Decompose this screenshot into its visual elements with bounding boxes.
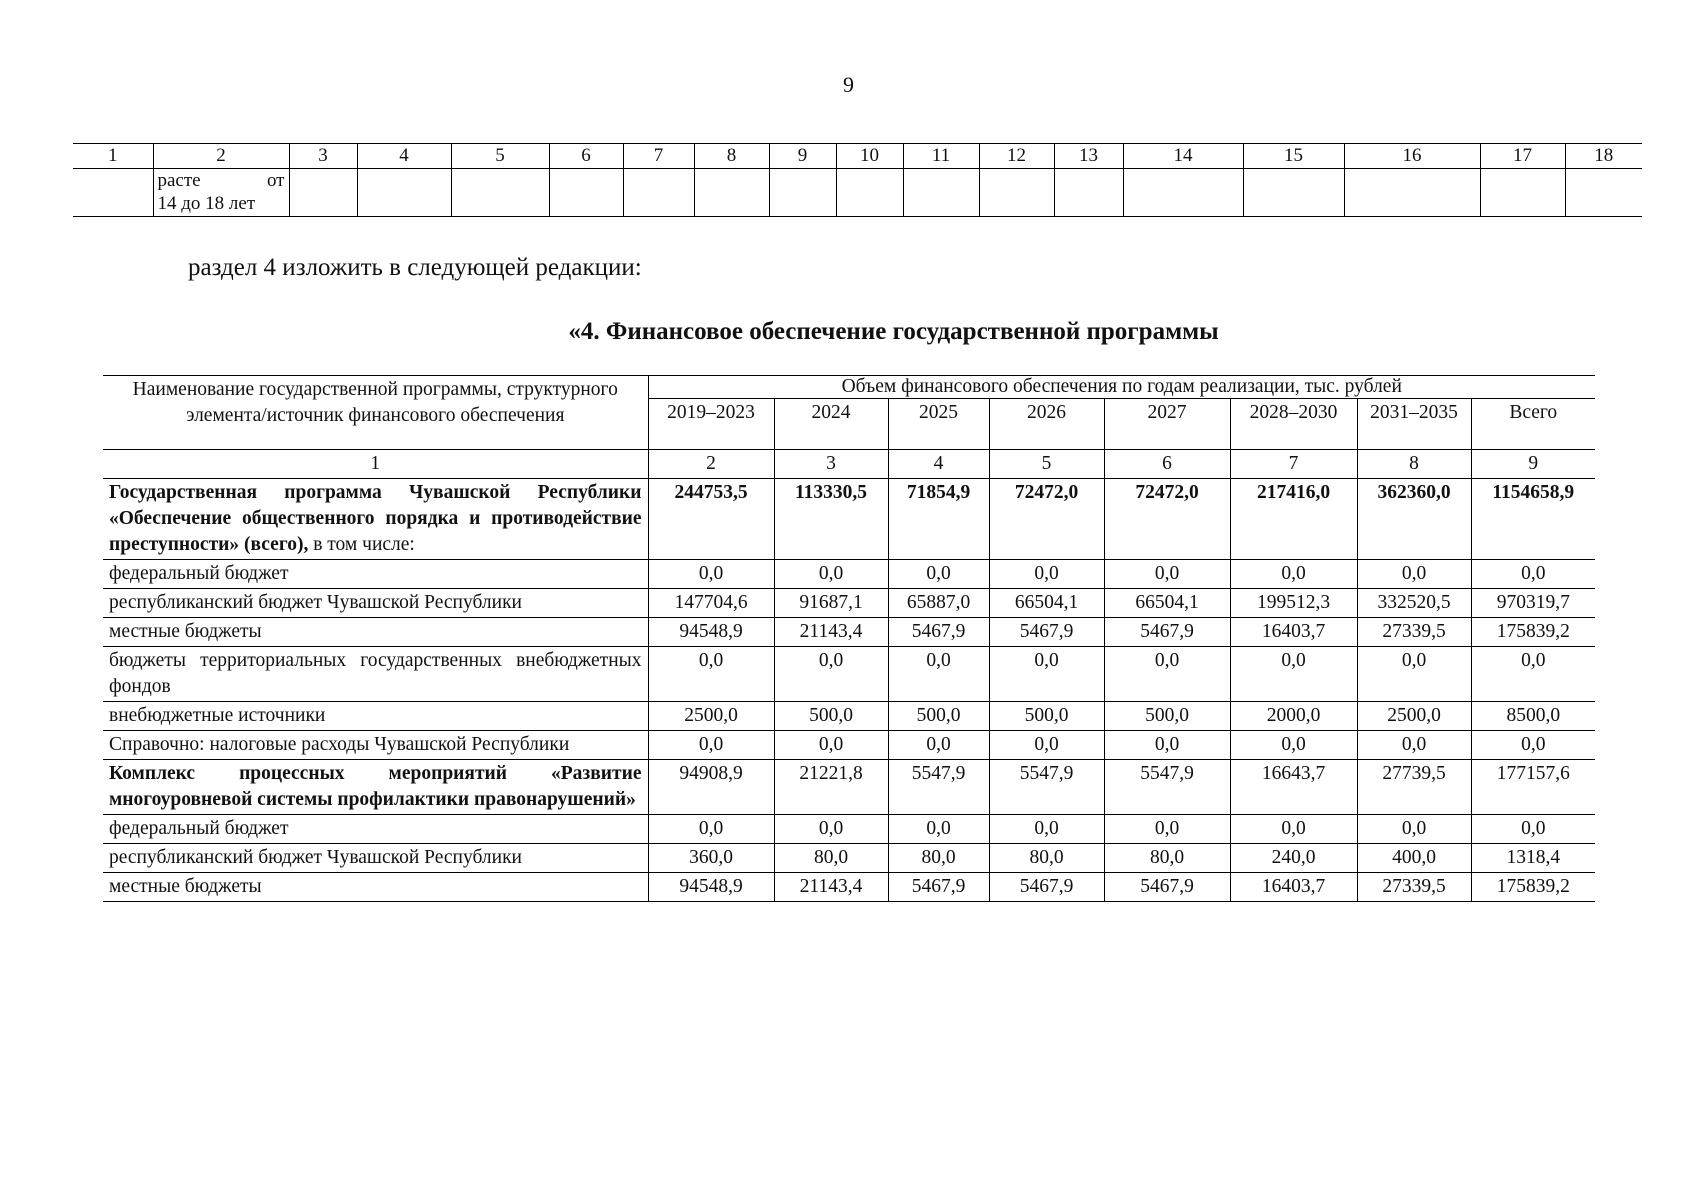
value-cell: 0,0: [1357, 815, 1471, 844]
value-cell: 80,0: [989, 844, 1104, 873]
fin-table-row: [103, 647, 1595, 702]
value-cell: 177157,6: [1471, 760, 1595, 815]
prev-col-header: 13: [1054, 144, 1123, 169]
value-cell: 0,0: [1471, 815, 1595, 844]
value-cell: 27339,5: [1357, 618, 1471, 647]
prev-col-header: 11: [903, 144, 979, 169]
prev-col-header: 10: [836, 144, 903, 169]
value-cell: 21221,8: [774, 760, 888, 815]
value-cell: 66504,1: [1104, 589, 1230, 618]
prev-col-header: 6: [549, 144, 623, 169]
row-name: федеральный бюджет: [103, 815, 648, 844]
value-cell: 217416,0: [1230, 479, 1357, 560]
col-number: 4: [888, 450, 989, 479]
value-cell: 0,0: [1230, 560, 1357, 589]
value-cell: 0,0: [1230, 647, 1357, 702]
year-header: 2025: [888, 399, 989, 450]
fin-table-row: [103, 760, 1595, 815]
value-cell: 0,0: [774, 560, 888, 589]
year-header: 2024: [774, 399, 888, 450]
section-title: «4. Финансовое обеспечение государственной программы: [568, 318, 1219, 345]
row-name: местные бюджеты: [103, 873, 648, 902]
year-header: 2019–2023: [648, 399, 774, 450]
row-name: [103, 479, 648, 560]
value-cell: 0,0: [989, 731, 1104, 760]
row-name: федеральный бюджет: [103, 560, 648, 589]
year-header: 2031–2035: [1357, 399, 1471, 450]
row-name: внебюджетные источники: [103, 702, 648, 731]
fin-table-row: [103, 844, 1595, 873]
value-cell: 5547,9: [1104, 760, 1230, 815]
value-cell: 1318,4: [1471, 844, 1595, 873]
value-cell: 332520,5: [1357, 589, 1471, 618]
prev-col-header: 5: [451, 144, 549, 169]
value-cell: 400,0: [1357, 844, 1471, 873]
year-header: 2028–2030: [1230, 399, 1357, 450]
prev-col-header: 7: [623, 144, 694, 169]
prev-col-header: 17: [1480, 144, 1565, 169]
fin-table-row: [103, 702, 1595, 731]
value-cell: 66504,1: [989, 589, 1104, 618]
value-cell: 0,0: [1471, 731, 1595, 760]
value-cell: 147704,6: [648, 589, 774, 618]
col-number: 6: [1104, 450, 1230, 479]
row-name: республиканский бюджет Чувашской Республики: [103, 589, 648, 618]
value-cell: 0,0: [1357, 560, 1471, 589]
value-cell: 0,0: [774, 647, 888, 702]
value-cell: 0,0: [1230, 731, 1357, 760]
value-cell: 970319,7: [1471, 589, 1595, 618]
value-cell: 5467,9: [989, 618, 1104, 647]
value-cell: 0,0: [648, 647, 774, 702]
fin-table-row: [103, 873, 1595, 902]
value-cell: 244753,5: [648, 479, 774, 560]
row-name: [103, 760, 648, 815]
previous-table-fragment: [73, 143, 1642, 217]
value-cell: 199512,3: [1230, 589, 1357, 618]
page-number: 9: [843, 72, 854, 97]
value-cell: 8500,0: [1471, 702, 1595, 731]
prev-col-header: 15: [1243, 144, 1344, 169]
value-cell: 0,0: [1357, 647, 1471, 702]
value-cell: 80,0: [1104, 844, 1230, 873]
value-cell: 175839,2: [1471, 873, 1595, 902]
row-name: республиканский бюджет Чувашской Республики: [103, 844, 648, 873]
value-cell: 2000,0: [1230, 702, 1357, 731]
prev-col-header: 14: [1123, 144, 1243, 169]
row-name: местные бюджеты: [103, 618, 648, 647]
value-cell: 0,0: [1471, 647, 1595, 702]
value-cell: 94548,9: [648, 873, 774, 902]
prev-col-header: 1: [73, 144, 153, 169]
intro-paragraph: раздел 4 изложить в следующей редакции:: [188, 254, 642, 281]
value-cell: 0,0: [1104, 647, 1230, 702]
value-cell: 5467,9: [1104, 873, 1230, 902]
col-number: 9: [1471, 450, 1595, 479]
value-cell: 0,0: [888, 815, 989, 844]
prev-col-header: 8: [694, 144, 769, 169]
value-cell: 240,0: [1230, 844, 1357, 873]
value-cell: 0,0: [1104, 560, 1230, 589]
value-cell: 65887,0: [888, 589, 989, 618]
prev-col-header: 4: [357, 144, 451, 169]
value-cell: 0,0: [888, 647, 989, 702]
value-cell: 80,0: [888, 844, 989, 873]
value-cell: 0,0: [888, 731, 989, 760]
value-cell: 0,0: [1104, 815, 1230, 844]
col-number: 5: [989, 450, 1104, 479]
value-cell: 5467,9: [1104, 618, 1230, 647]
value-cell: 0,0: [774, 815, 888, 844]
value-cell: 27739,5: [1357, 760, 1471, 815]
value-cell: 72472,0: [1104, 479, 1230, 560]
value-cell: 16643,7: [1230, 760, 1357, 815]
value-cell: 0,0: [1357, 731, 1471, 760]
fin-table-row: [103, 815, 1595, 844]
value-cell: 0,0: [648, 815, 774, 844]
prev-table-row: [73, 169, 1642, 217]
value-cell: 500,0: [888, 702, 989, 731]
fin-table-row: [103, 731, 1595, 760]
col-number: 8: [1357, 450, 1471, 479]
name-column-header: Наименование государственной программы, структурного элемента/источник финансового обеспечения: [103, 376, 648, 450]
value-cell: 27339,5: [1357, 873, 1471, 902]
value-cell: 362360,0: [1357, 479, 1471, 560]
value-cell: 16403,7: [1230, 618, 1357, 647]
row-name: бюджеты территориальных государственных внебюджетных фондов: [103, 647, 648, 702]
prev-col-header: 3: [289, 144, 357, 169]
fin-table-row: [103, 560, 1595, 589]
value-cell: 500,0: [1104, 702, 1230, 731]
financing-table: [103, 375, 1595, 902]
value-cell: 500,0: [989, 702, 1104, 731]
prev-col-header: 18: [1565, 144, 1642, 169]
value-cell: 16403,7: [1230, 873, 1357, 902]
value-cell: 72472,0: [989, 479, 1104, 560]
value-cell: 0,0: [648, 560, 774, 589]
col-number: 2: [648, 450, 774, 479]
col-number: 7: [1230, 450, 1357, 479]
prev-row-label-word: от: [266, 170, 285, 191]
prev-row-label-word: расте: [157, 170, 201, 191]
value-cell: 94908,9: [648, 760, 774, 815]
value-cell: 21143,4: [774, 618, 888, 647]
fin-table-row: [103, 618, 1595, 647]
value-cell: 71854,9: [888, 479, 989, 560]
value-cell: 0,0: [989, 647, 1104, 702]
value-cell: 5467,9: [888, 618, 989, 647]
row-name: Справочно: налоговые расходы Чувашской Республики: [103, 731, 648, 760]
volume-header: Объем финансового обеспечения по годам реализации, тыс. рублей: [648, 376, 1595, 399]
value-cell: 1154658,9: [1471, 479, 1595, 560]
col-number: 1: [103, 450, 648, 479]
value-cell: 500,0: [774, 702, 888, 731]
row-name-rest: в том числе:: [308, 534, 415, 555]
value-cell: 0,0: [1104, 731, 1230, 760]
value-cell: 80,0: [774, 844, 888, 873]
value-cell: 0,0: [1230, 815, 1357, 844]
value-cell: 91687,1: [774, 589, 888, 618]
prev-col-header: 12: [979, 144, 1054, 169]
value-cell: 113330,5: [774, 479, 888, 560]
col-number: 3: [774, 450, 888, 479]
value-cell: 0,0: [989, 560, 1104, 589]
value-cell: 2500,0: [648, 702, 774, 731]
value-cell: 0,0: [648, 731, 774, 760]
prev-table-header-row: [73, 144, 1642, 169]
row-name-bold: Комплекс процессных мероприятий «Развитие многоуровневой системы профилактики правонарушений»: [109, 763, 642, 810]
fin-header-row: [103, 376, 1595, 399]
prev-col-header: 9: [769, 144, 836, 169]
prev-col-header: 2: [153, 144, 289, 169]
value-cell: 94548,9: [648, 618, 774, 647]
financing-table-body: [103, 479, 1595, 902]
year-header: Всего: [1471, 399, 1595, 450]
value-cell: 5547,9: [989, 760, 1104, 815]
year-header: 2026: [989, 399, 1104, 450]
value-cell: 21143,4: [774, 873, 888, 902]
value-cell: 5467,9: [989, 873, 1104, 902]
value-cell: 5467,9: [888, 873, 989, 902]
value-cell: 0,0: [1471, 560, 1595, 589]
value-cell: 5547,9: [888, 760, 989, 815]
row-name-bold: Государственная программа Чувашской Республики «Обеспечение общественного порядка и противодействие преступности» (всего),: [109, 482, 642, 555]
fin-table-row: [103, 479, 1595, 560]
fin-table-row: [103, 589, 1595, 618]
fin-col-numbers-row: [103, 450, 1595, 479]
value-cell: 360,0: [648, 844, 774, 873]
value-cell: 2500,0: [1357, 702, 1471, 731]
value-cell: 0,0: [774, 731, 888, 760]
prev-row-label: [153, 169, 289, 217]
prev-col-header: 16: [1344, 144, 1480, 169]
value-cell: 0,0: [989, 815, 1104, 844]
year-header: 2027: [1104, 399, 1230, 450]
value-cell: 0,0: [888, 560, 989, 589]
prev-row-label-line: 14 до 18 лет: [157, 193, 256, 214]
value-cell: 175839,2: [1471, 618, 1595, 647]
